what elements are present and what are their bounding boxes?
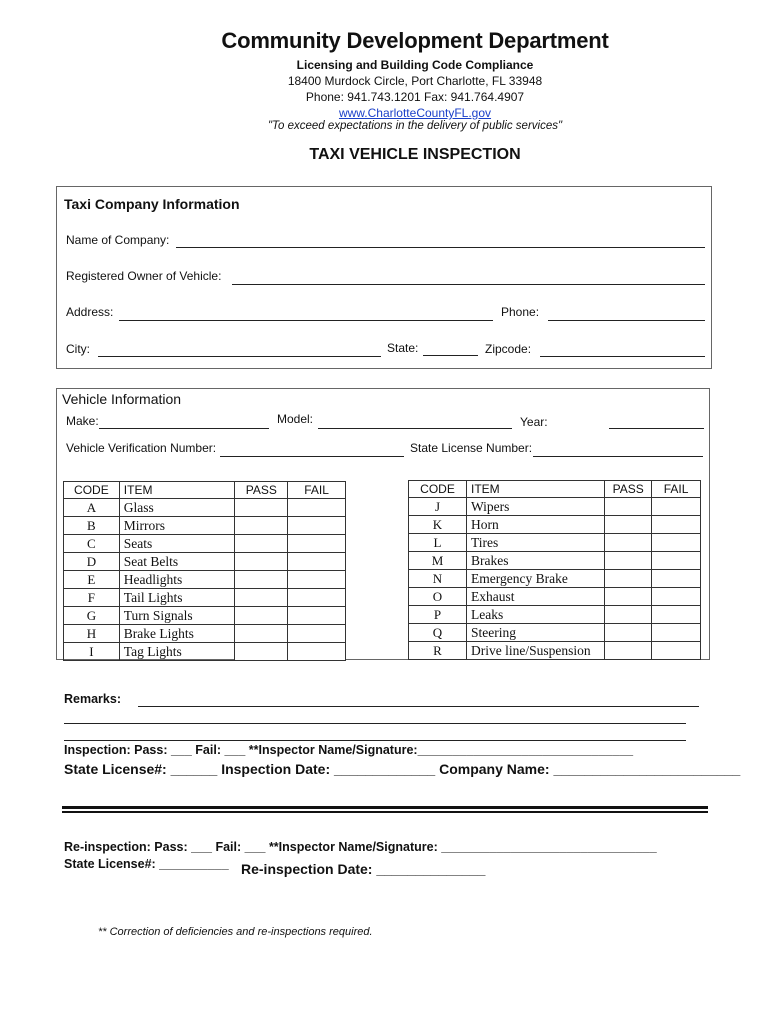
address-field[interactable]	[119, 320, 493, 321]
zipcode-label: Zipcode:	[485, 342, 532, 356]
section-divider-top	[62, 806, 708, 809]
item-name: Seats	[119, 535, 235, 553]
pass-cell[interactable]	[235, 607, 288, 625]
city-field[interactable]	[98, 356, 381, 357]
code-header: CODE	[64, 482, 120, 499]
year-label: Year:	[520, 415, 548, 429]
table-row	[64, 607, 346, 625]
fail-cell[interactable]	[288, 517, 346, 535]
zipcode-field[interactable]	[540, 356, 705, 357]
table-row	[64, 499, 346, 517]
item-code: I	[64, 643, 120, 661]
remarks-field-3[interactable]	[64, 740, 686, 741]
pass-cell[interactable]	[235, 517, 288, 535]
fail-cell[interactable]	[288, 643, 346, 661]
item-code: P	[409, 606, 467, 624]
fail-cell[interactable]	[288, 535, 346, 553]
item-code: Q	[409, 624, 467, 642]
reinspection-license-line[interactable]: State License#: __________	[64, 857, 229, 871]
remarks-field-1[interactable]	[138, 706, 699, 707]
item-name: Glass	[119, 499, 235, 517]
fail-header: FAIL	[288, 482, 346, 499]
state-label: State:	[387, 341, 419, 355]
form-title: TAXI VEHICLE INSPECTION	[309, 146, 521, 163]
company-name-field[interactable]	[176, 247, 705, 248]
contact-line: Phone: 941.743.1201 Fax: 941.764.4907	[305, 90, 525, 104]
city-label: City:	[66, 342, 90, 356]
item-name: Tail Lights	[119, 589, 235, 607]
pass-cell[interactable]	[235, 589, 288, 607]
fail-cell[interactable]	[288, 589, 346, 607]
fail-cell[interactable]	[288, 625, 346, 643]
vehicle-info-heading: Vehicle Information	[62, 391, 182, 407]
fail-cell[interactable]	[652, 588, 701, 606]
pass-header: PASS	[605, 481, 652, 498]
inspection-table-left	[63, 481, 346, 661]
inspection-license-date-line[interactable]: State License#: ______ Inspection Date: _____________ Company Name: ________________________	[64, 761, 741, 777]
state-field[interactable]	[423, 355, 478, 356]
address-line: 18400 Murdock Circle, Port Charlotte, FL 33948	[287, 74, 543, 88]
year-field[interactable]	[609, 428, 704, 429]
owner-label: Registered Owner of Vehicle:	[66, 269, 222, 283]
vin-field[interactable]	[220, 456, 404, 457]
vin-label: Vehicle Verification Number:	[66, 441, 217, 455]
pass-cell[interactable]	[605, 552, 652, 570]
item-code: H	[64, 625, 120, 643]
item-name: Brakes	[466, 552, 604, 570]
item-name: Leaks	[466, 606, 604, 624]
table-row	[64, 535, 346, 553]
table-row	[64, 571, 346, 589]
pass-cell[interactable]	[235, 571, 288, 589]
remarks-label: Remarks:	[64, 692, 121, 706]
fail-cell[interactable]	[652, 570, 701, 588]
code-header: CODE	[409, 481, 467, 498]
item-code: L	[409, 534, 467, 552]
item-name: Emergency Brake	[466, 570, 604, 588]
pass-header: PASS	[235, 482, 288, 499]
company-name-label: Name of Company:	[66, 233, 170, 247]
pass-cell[interactable]	[605, 498, 652, 516]
table-row	[64, 625, 346, 643]
phone-field[interactable]	[548, 320, 705, 321]
fail-cell[interactable]	[652, 534, 701, 552]
item-name: Steering	[466, 624, 604, 642]
item-name: Tires	[466, 534, 604, 552]
pass-cell[interactable]	[605, 516, 652, 534]
item-code: K	[409, 516, 467, 534]
company-info-heading: Taxi Company Information	[64, 196, 240, 212]
item-code: N	[409, 570, 467, 588]
table-row	[64, 643, 346, 661]
pass-cell[interactable]	[605, 588, 652, 606]
fail-cell[interactable]	[288, 553, 346, 571]
item-name: Turn Signals	[119, 607, 235, 625]
pass-cell[interactable]	[605, 624, 652, 642]
fail-cell[interactable]	[652, 516, 701, 534]
item-name: Brake Lights	[119, 625, 235, 643]
table-row	[409, 570, 701, 588]
website-link[interactable]: www.CharlotteCountyFL.gov	[338, 106, 492, 120]
fail-cell[interactable]	[288, 499, 346, 517]
reinspection-result-line[interactable]: Re-inspection: Pass: ___ Fail: ___ **Inspector Name/Signature: _______________________________	[64, 840, 657, 854]
item-code: F	[64, 589, 120, 607]
item-code: J	[409, 498, 467, 516]
reinspection-date-line[interactable]: Re-inspection Date: ______________	[241, 861, 486, 877]
item-name: Drive line/Suspension	[466, 642, 604, 660]
inspection-table-right	[408, 480, 701, 660]
item-name: Tag Lights	[119, 643, 235, 661]
pass-cell[interactable]	[605, 642, 652, 660]
table-row	[409, 516, 701, 534]
address-label: Address:	[66, 305, 114, 319]
item-code: R	[409, 642, 467, 660]
fail-cell[interactable]	[652, 642, 701, 660]
pass-cell[interactable]	[605, 534, 652, 552]
table-row	[409, 534, 701, 552]
item-code: M	[409, 552, 467, 570]
fail-cell[interactable]	[652, 606, 701, 624]
item-header: ITEM	[466, 481, 604, 498]
item-code: B	[64, 517, 120, 535]
pass-cell[interactable]	[235, 625, 288, 643]
table-row	[409, 552, 701, 570]
table-row	[409, 642, 701, 660]
pass-cell[interactable]	[235, 499, 288, 517]
section-divider-bottom	[62, 811, 708, 813]
division-subtitle: Licensing and Building Code Compliance	[296, 58, 534, 72]
table-row	[64, 517, 346, 535]
item-code: O	[409, 588, 467, 606]
fail-header: FAIL	[652, 481, 701, 498]
table-row	[409, 588, 701, 606]
item-code: A	[64, 499, 120, 517]
fail-cell[interactable]	[288, 607, 346, 625]
model-field[interactable]	[318, 428, 512, 429]
table-row	[409, 624, 701, 642]
item-name: Mirrors	[119, 517, 235, 535]
footnote: ** Correction of deficiencies and re-inspections required.	[98, 926, 373, 938]
table-row	[64, 589, 346, 607]
pass-cell[interactable]	[235, 553, 288, 571]
model-label: Model:	[277, 412, 314, 426]
pass-cell[interactable]	[235, 643, 288, 661]
fail-cell[interactable]	[652, 624, 701, 642]
phone-label: Phone:	[501, 305, 540, 319]
item-name: Headlights	[119, 571, 235, 589]
pass-cell[interactable]	[605, 570, 652, 588]
item-name: Exhaust	[466, 588, 604, 606]
plate-field[interactable]	[533, 456, 703, 457]
item-header: ITEM	[119, 482, 235, 499]
remarks-field-2[interactable]	[64, 723, 686, 724]
pass-cell[interactable]	[235, 535, 288, 553]
owner-field[interactable]	[232, 284, 705, 285]
inspection-result-line[interactable]: Inspection: Pass: ___ Fail: ___ **Inspector Name/Signature:_______________________________	[64, 743, 634, 757]
item-name: Horn	[466, 516, 604, 534]
fail-cell[interactable]	[652, 498, 701, 516]
item-name: Seat Belts	[119, 553, 235, 571]
pass-cell[interactable]	[605, 606, 652, 624]
make-label: Make:	[66, 414, 99, 428]
item-code: C	[64, 535, 120, 553]
department-title: Community Development Department	[221, 28, 609, 53]
fail-cell[interactable]	[288, 571, 346, 589]
motto-text: "To exceed expectations in the delivery of public services"	[267, 120, 563, 132]
plate-label: State License Number:	[410, 441, 533, 455]
table-row	[409, 606, 701, 624]
table-row	[64, 553, 346, 571]
item-name: Wipers	[466, 498, 604, 516]
table-row	[409, 498, 701, 516]
item-code: D	[64, 553, 120, 571]
item-code: G	[64, 607, 120, 625]
item-code: E	[64, 571, 120, 589]
fail-cell[interactable]	[652, 552, 701, 570]
make-field[interactable]	[99, 428, 269, 429]
